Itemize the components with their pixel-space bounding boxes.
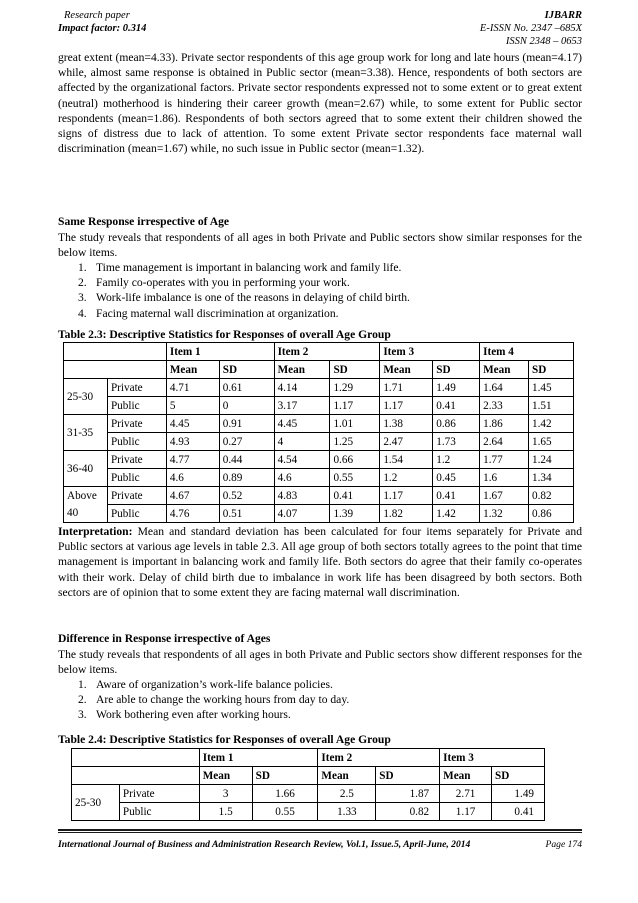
interpretation-label: Interpretation: [58,525,133,538]
table-row: Public 4.6 0.89 4.6 0.55 1.2 0.45 1.6 1.34 [64,469,574,487]
header-paper-type: Research paper [64,10,130,21]
list-item: 2. Family co-operates with you in performing your work. [78,276,350,290]
page-number: Page 174 [545,839,582,850]
list-item: 4. Facing maternal wall discrimination at organization. [78,306,339,320]
list-item: 1. Time management is important in balancing work and family life. [78,261,402,274]
table-row: Public 1.5 0.55 1.33 0.82 1.17 0.41 [72,803,545,821]
list-item: 2. Are able to change the working hours from day to day. [78,693,350,707]
table-subheader-row: Mean SD Mean SD Mean SD [72,767,545,785]
table-row: 25-30 Private 3 1.66 2.5 1.87 2.71 1.49 [72,785,545,803]
table-row: 25-30 Private 4.71 0.61 4.14 1.29 1.71 1.49 1.64 1.45 [64,379,574,397]
header-issn: ISSN 2348 – 0653 [505,36,582,47]
table-row: Public 4.76 0.51 4.07 1.39 1.82 1.42 1.32 0.86 [64,505,574,523]
table-subheader-row: Mean SD Mean SD Mean SD Mean SD [64,361,574,379]
interpretation-paragraph [58,524,582,600]
table-2-3 [63,342,574,523]
section-text-same-response: The study reveals that respondents of all ages in both Private and Public sectors show similar responses for the below items. [58,231,582,260]
list-item: 3. Work bothering even after working hours. [78,708,291,722]
list-item: 3. Work-life imbalance is one of the reasons in delaying of child birth. [78,291,410,305]
table24-caption: Table 2.4: Descriptive Statistics for Responses of overall Age Group [58,733,391,746]
table-header-row: Item 1 Item 2 Item 3 [72,749,545,767]
footer-rule-thin [58,832,582,833]
table-row: Public 4.93 0.27 4 1.25 2.47 1.73 2.64 1.65 [64,433,574,451]
table-header-row: Item 1 Item 2 Item 3 Item 4 [64,343,574,361]
table-row: 31-35 Private 4.45 0.91 4.45 1.01 1.38 0.86 1.86 1.42 [64,415,574,433]
header-journal-abbrev: IJBARR [544,10,582,21]
table-row: Public 5 0 3.17 1.17 1.17 0.41 2.33 1.51 [64,397,574,415]
difference-list [58,677,349,723]
table-row: Above 40 Private 4.67 0.52 4.83 0.41 1.17 0.41 1.67 0.82 [64,487,574,505]
table-row: 36-40 Private 4.77 0.44 4.54 0.66 1.54 1.2 1.77 1.24 [64,451,574,469]
header-impact-factor: Impact factor: 0.314 [58,23,147,34]
running-footer [58,839,582,850]
list-item: 1. Aware of organization’s work-life balance policies. [78,678,333,691]
section-text-difference: The study reveals that respondents of all ages in both Private and Public sectors show different responses for the below items. [58,648,582,677]
table23-caption: Table 2.3: Descriptive Statistics for Responses of overall Age Group [58,328,391,341]
table-2-4 [71,748,545,821]
header-eissn: E-ISSN No. 2347 –685X [479,23,582,34]
section-heading-difference: Difference in Response irrespective of Ages [58,632,271,645]
footer-journal-citation: International Journal of Business and Administration Research Review, Vol.1, Issue.5, April-June, 2014 [58,839,471,850]
intro-paragraph: great extent (mean=4.33). Private sector respondents of this age group work for long and late hours (mean=4.17) while, almost same response is obtained in Public sector (mean=3.38). Hence, respondents of both sectors are affected by the organizational factors. Private sector respondents expressed not to some extent or to great extent (neutral) motherhood is hindering their career growth (mean=2.67) while, to some extent for Public sector respondents (mean=1.86). Respondents of both sectors agreed that to some extent their children showed the signs of distress due to lack of attention. To some extent Private sector respondents face maternal wall discrimination (mean=1.67) while, no such issue in Public sector (mean=1.32). [58,51,582,156]
same-response-list [58,260,410,321]
footer-rule [58,829,582,831]
interpretation-text: Mean and standard deviation has been calculated for four items separately for Private and Public sectors at various age levels in table 2.3. All age group of both sectors totally agrees to the point that time management is important in balancing work and family life. Both sectors do agree that their family co-operates with their work. Delay of child birth due to imbalance in work life has been disagreed by both sectors. Both sectors are of opinion that to some extent they are facing maternal wall discrimination. [58,525,582,599]
section-heading-same-response: Same Response irrespective of Age [58,215,230,228]
